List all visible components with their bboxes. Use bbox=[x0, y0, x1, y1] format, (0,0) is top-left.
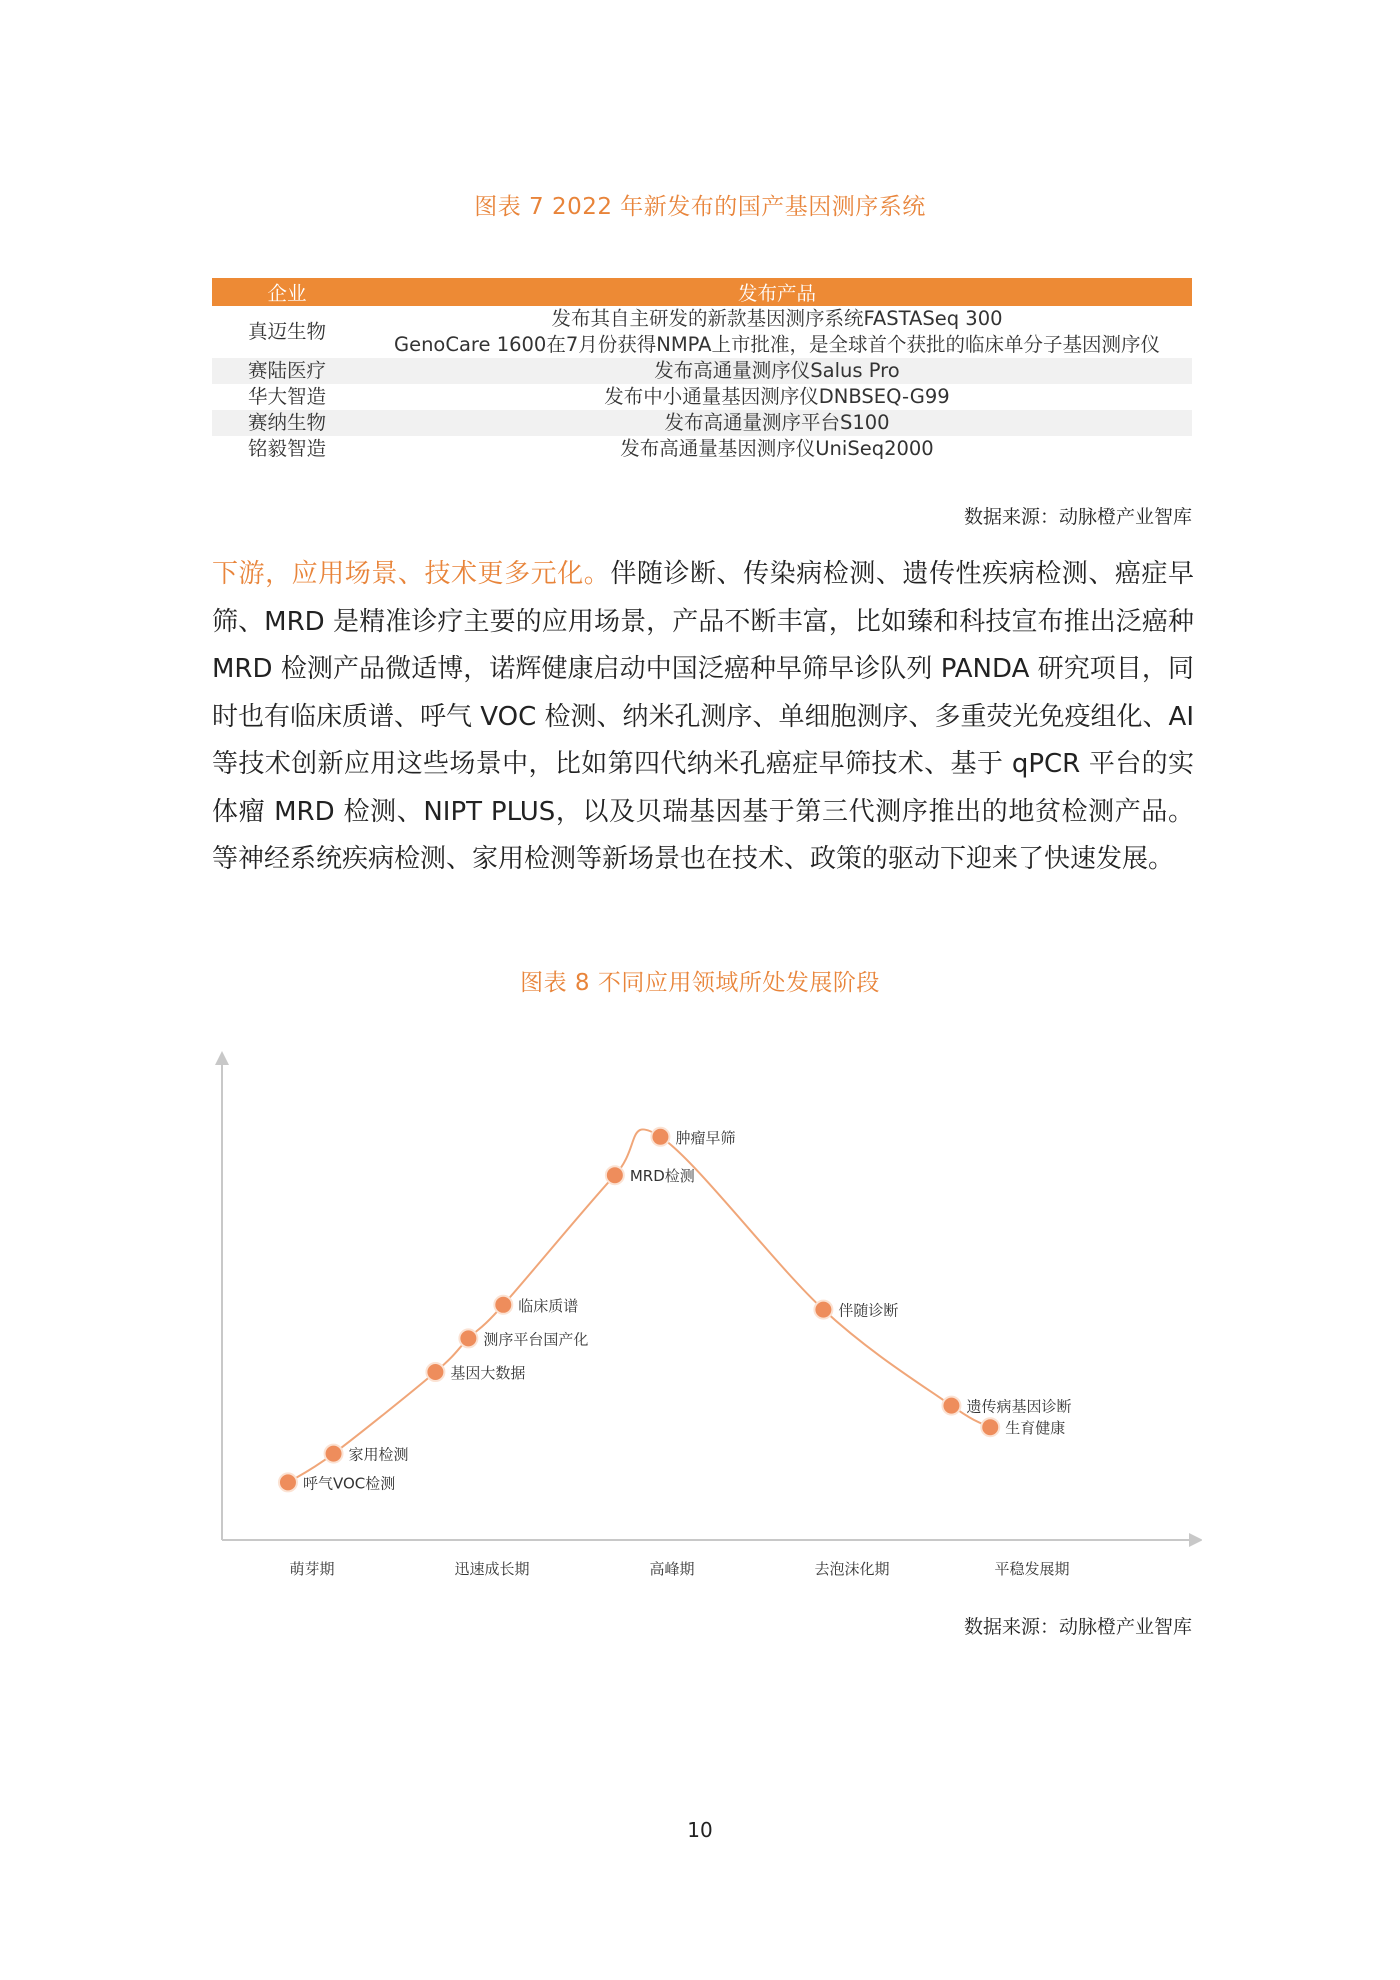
sequencer-table bbox=[212, 278, 1192, 462]
point-label: 伴随诊断 bbox=[838, 1301, 899, 1320]
data-point bbox=[494, 1296, 512, 1314]
figure8-caption: 图表 8 不同应用领域所处发展阶段 bbox=[520, 970, 880, 996]
point-label: MRD检测 bbox=[629, 1167, 695, 1186]
product-cell: 发布其自主研发的新款基因测序系统FASTASeq 300 bbox=[551, 307, 1003, 330]
point-label: 肿瘤早筛 bbox=[675, 1128, 736, 1147]
figure7-caption: 图表 7 2022 年新发布的国产基因测序系统 bbox=[474, 194, 926, 220]
figure8-source: 数据来源：动脉橙产业智库 bbox=[963, 1616, 1192, 1638]
data-point bbox=[606, 1166, 624, 1184]
data-point bbox=[942, 1397, 960, 1415]
table-row bbox=[212, 306, 1192, 332]
product-cell: 发布高通量测序仪Salus Pro bbox=[362, 358, 1192, 384]
company-cell: 铭毅智造 bbox=[247, 437, 326, 460]
data-point bbox=[325, 1445, 343, 1463]
point-label: 测序平台国产化 bbox=[483, 1330, 589, 1349]
table-row bbox=[212, 358, 1192, 384]
company-cell: 赛纳生物 bbox=[212, 410, 362, 436]
paragraph-highlight: 下游，应用场景、技术更多元化。 bbox=[212, 559, 611, 589]
table-row bbox=[212, 436, 1192, 462]
product-cell: GenoCare 1600在7月份获得NMPA上市批准，是全球首个获批的临床单分子基因测序仪 bbox=[393, 333, 1161, 356]
paragraph-text: 伴随诊断、传染病检测、遗传性疾病检测、癌症早筛、MRD 是精准诊疗主要的应用场景，产品不断丰富，比如臻和科技宣布推出泛癌种 MRD 检测产品微适博，诺辉健康启动中国泛癌种早筛早诊队列 PANDA 研究项目，同时也有临床质谱、呼气 VOC 检测、纳米孔测序、单细胞测序、多重荧光免疫组化、AI 等技术创新应用这些场景中，比如第四代纳米孔癌症早筛技术、基于 qPCR 平台的实体瘤 MRD 检测、NIPT PLUS，以及贝瑞基因基于第三代测序推出的地贫检测产品。等神经系统疾病检测、家用检测等新场景也在技术、政策的驱动下迎来了快速发展。 bbox=[212, 559, 1194, 874]
data-point bbox=[426, 1363, 444, 1381]
table-header-row bbox=[212, 278, 1192, 306]
company-cell: 华大智造 bbox=[247, 385, 326, 408]
data-point bbox=[279, 1473, 297, 1491]
point-label: 临床质谱 bbox=[518, 1296, 579, 1315]
product-cell: 发布高通量测序平台S100 bbox=[362, 410, 1192, 436]
table-row bbox=[212, 410, 1192, 436]
header-product: 发布产品 bbox=[362, 278, 1192, 306]
product-cell: 发布中小通量基因测序仪DNBSEQ-G99 bbox=[604, 385, 950, 408]
stage-tick-label: 去泡沫化期 bbox=[814, 1560, 890, 1578]
data-point bbox=[981, 1418, 999, 1436]
point-label: 基因大数据 bbox=[450, 1364, 526, 1382]
product-cell: 发布高通量基因测序仪UniSeq2000 bbox=[620, 437, 934, 460]
data-point bbox=[651, 1128, 669, 1146]
table-row bbox=[212, 384, 1192, 410]
point-label: 家用检测 bbox=[348, 1445, 409, 1464]
stage-tick-label: 萌芽期 bbox=[289, 1560, 335, 1578]
header-company: 企业 bbox=[212, 278, 362, 306]
stage-tick-label: 迅速成长期 bbox=[454, 1560, 530, 1578]
point-label: 生育健康 bbox=[1005, 1419, 1066, 1438]
point-label: 遗传病基因诊断 bbox=[966, 1397, 1072, 1416]
company-cell: 赛陆医疗 bbox=[212, 358, 362, 384]
stage-tick-label: 高峰期 bbox=[649, 1560, 695, 1578]
point-label: 呼气VOC检测 bbox=[302, 1474, 396, 1493]
stage-tick-label: 平稳发展期 bbox=[994, 1560, 1070, 1578]
body-paragraph bbox=[212, 551, 1194, 884]
stage-chart bbox=[212, 1040, 1202, 1600]
data-point bbox=[459, 1329, 477, 1347]
data-point bbox=[814, 1301, 832, 1319]
company-cell: 真迈生物 bbox=[247, 320, 326, 343]
figure7-source: 数据来源：动脉橙产业智库 bbox=[963, 506, 1192, 528]
page-number: 10 bbox=[687, 1818, 713, 1842]
